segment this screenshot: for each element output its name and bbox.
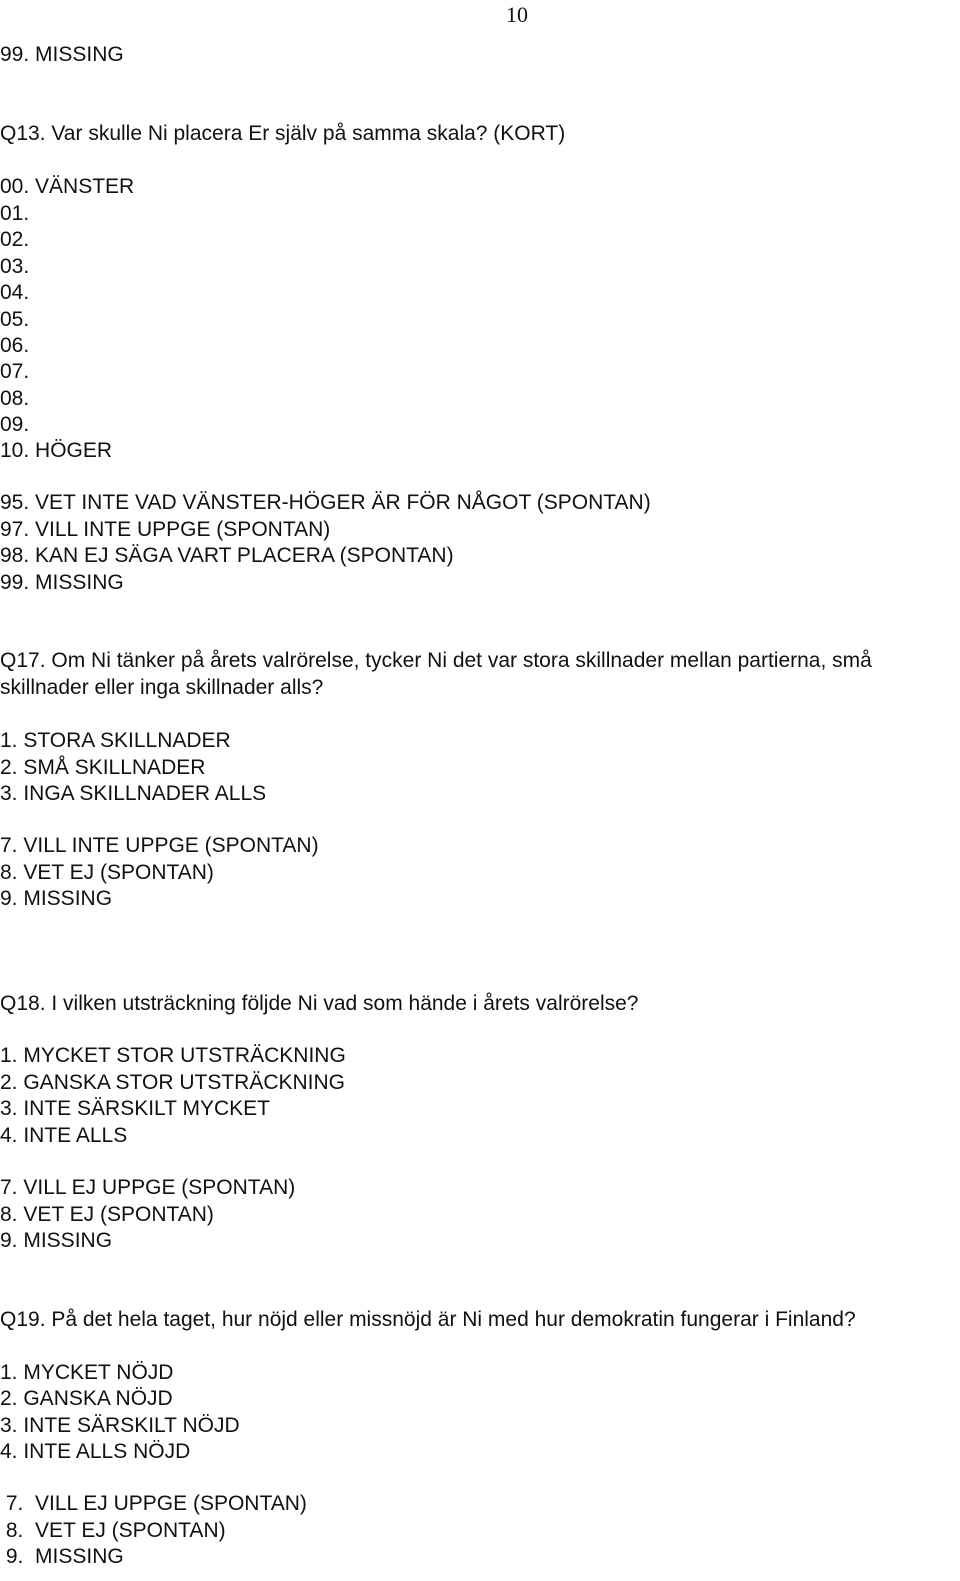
option-q13-10: 10. HÖGER <box>0 439 113 462</box>
option-q17-1: 1. STORA SKILLNADER <box>0 729 231 752</box>
question-q13: Q13. Var skulle Ni placera Er själv på samma skala? (KORT) <box>0 122 566 145</box>
option-q19-3: 3. INTE SÄRSKILT NÖJD <box>0 1414 240 1437</box>
option-q13-95: 95. VET INTE VAD VÄNSTER-HÖGER ÄR FÖR NÅGOT (SPONTAN) <box>0 491 651 514</box>
question-q17: Q17. Om Ni tänker på årets valrörelse, tycker Ni det var stora skillnader mellan partierna, små skillnader eller inga skillnader alls? <box>0 649 872 699</box>
option-q13-2: 02. <box>0 228 30 251</box>
option-q13-4: 04. <box>0 281 30 304</box>
option-q13-3: 03. <box>0 255 30 278</box>
option-q13-99: 99. MISSING <box>0 571 124 594</box>
option-q19-1: 1. MYCKET NÖJD <box>0 1361 174 1384</box>
option-q19-2: 2. GANSKA NÖJD <box>0 1387 173 1410</box>
option-q18-1: 1. MYCKET STOR UTSTRÄCKNING <box>0 1044 346 1067</box>
option-q17-7: 7. VILL INTE UPPGE (SPONTAN) <box>0 834 319 857</box>
option-q17-9: 9. MISSING <box>0 887 113 910</box>
option-q19-4: 4. INTE ALLS NÖJD <box>0 1440 191 1463</box>
option-q18-9: 9. MISSING <box>0 1229 113 1252</box>
option-q13-97: 97. VILL INTE UPPGE (SPONTAN) <box>0 518 331 541</box>
option-q18-3: 3. INTE SÄRSKILT MYCKET <box>0 1097 270 1120</box>
option-q17-2: 2. SMÅ SKILLNADER <box>0 756 206 779</box>
page-number: 10 <box>506 2 528 27</box>
option-q13-98: 98. KAN EJ SÄGA VART PLACERA (SPONTAN) <box>0 544 454 567</box>
option-q13-0: 00. VÄNSTER <box>0 175 135 198</box>
option-q18-8: 8. VET EJ (SPONTAN) <box>0 1203 214 1226</box>
option-q17-8: 8. VET EJ (SPONTAN) <box>0 861 214 884</box>
question-q18: Q18. I vilken utsträckning följde Ni vad som hände i årets valrörelse? <box>0 992 639 1015</box>
option-q17-3: 3. INGA SKILLNADER ALLS <box>0 782 267 805</box>
option-q18-2: 2. GANSKA STOR UTSTRÄCKNING <box>0 1071 346 1094</box>
option-q13-5: 05. <box>0 308 30 331</box>
option-q13-9: 09. <box>0 413 30 436</box>
option-q18-7: 7. VILL EJ UPPGE (SPONTAN) <box>0 1176 296 1199</box>
option-q18-4: 4. INTE ALLS <box>0 1124 128 1147</box>
missing-code: 99. MISSING <box>0 43 124 66</box>
option-q19-9: 9. MISSING <box>0 1545 124 1568</box>
option-q19-7: 7. VILL EJ UPPGE (SPONTAN) <box>0 1492 307 1515</box>
option-q13-6: 06. <box>0 334 30 357</box>
option-q13-7: 07. <box>0 360 30 383</box>
option-q13-1: 01. <box>0 202 30 225</box>
question-q19: Q19. På det hela taget, hur nöjd eller missnöjd är Ni med hur demokratin fungerar i Finland? <box>0 1308 856 1331</box>
option-q13-8: 08. <box>0 387 30 410</box>
option-q19-8: 8. VET EJ (SPONTAN) <box>0 1519 226 1542</box>
